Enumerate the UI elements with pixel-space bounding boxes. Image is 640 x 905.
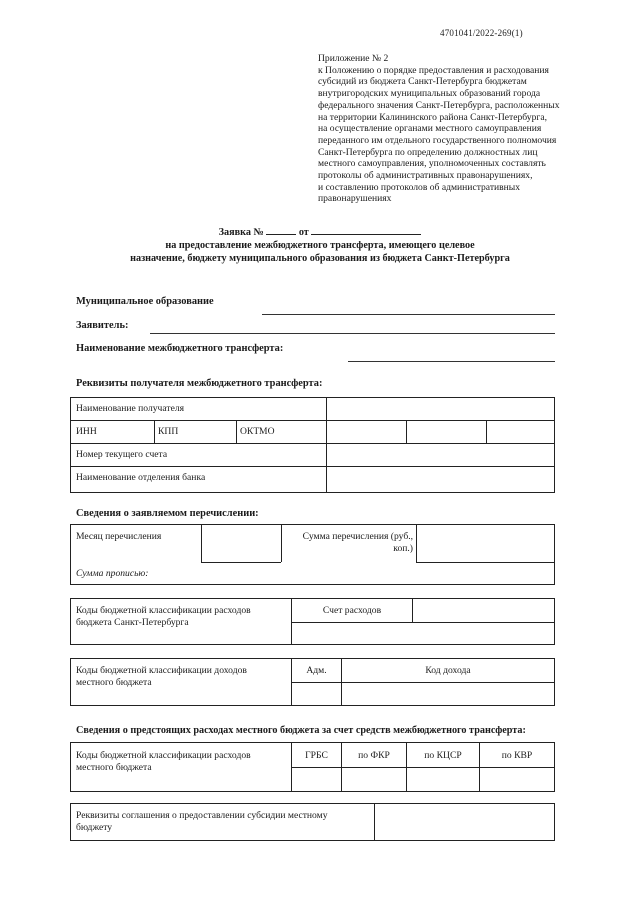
appendix-line: переданного им отдельного государственного полномочия [318,134,557,146]
appendix-line: на осуществление органами местного самоуправления [318,123,542,135]
transfer-name-label: Наименование межбюджетного трансферта: [76,343,284,354]
spb-codes-label-line-1: Коды бюджетной классификации расходов [76,605,251,616]
appendix-line: федерального значения Санкт-Петербурга, расположенных [318,99,560,111]
spb-codes-label [76,605,251,628]
bank-branch-label: Наименование отделения банка [76,472,206,483]
appendix-line: правонарушениях [318,193,392,205]
income-code-label: Код дохода [425,665,471,676]
bank-branch-field[interactable] [328,467,554,492]
amount-label-line-2: коп.) [393,542,413,554]
agreement-table [70,803,555,841]
inn-label: ИНН [76,426,97,437]
title-request-label: Заявка № [218,227,264,238]
amount-field[interactable] [417,525,554,562]
kcsr-label: по КЦСР [424,750,462,761]
municipality-field[interactable] [262,314,555,315]
expense-codes-table [70,742,555,792]
appendix-note [318,53,590,205]
kvr-label: по КВР [501,750,533,761]
account-number-label: Номер текущего счета [76,449,168,460]
month-label: Месяц перечисления [76,531,162,542]
request-date-field[interactable] [311,234,421,235]
appendix-line: местного самоуправления, уполномоченных составлять [318,158,546,170]
transfer-table [70,524,555,585]
income-codes-table [70,658,555,706]
spb-codes-label-line-2: бюджета Санкт-Петербурга [76,616,189,628]
appendix-line: на территории Калининского района Санкт-Петербурга, [318,111,547,123]
oktmo-label: ОКТМО [240,426,275,437]
expense-account-field[interactable] [413,599,554,622]
income-codes-label-line-2: местного бюджета [76,676,152,688]
request-number-field[interactable] [266,234,296,235]
adm-field[interactable] [292,683,340,705]
appendix-line: протоколы об административных правонарушениях, [318,170,533,182]
expense-section-heading: Сведения о предстоящих расходах местного бюджета за счет средств межбюджетного трансферта: [76,725,526,736]
amount-in-words-label: Сумма прописью: [76,568,149,579]
title-date-label: от [298,227,309,238]
kpp-label: КПП [158,426,179,437]
fkr-field[interactable] [342,768,405,791]
appendix-line: к Положению о порядке предоставления и расходования [318,64,549,76]
fkr-label: по ФКР [358,750,390,761]
applicant-label: Заявитель: [76,320,129,331]
grbs-field[interactable] [292,768,340,791]
title-line-3: назначение, бюджету муниципального образования из бюджета Санкт-Петербурга [130,253,510,264]
kpp-field[interactable] [408,421,485,443]
agreement-label-line-1: Реквизиты соглашения о предоставлении субсидии местному [76,810,328,821]
expense-account-label: Счет расходов [322,605,382,616]
agreement-label-line-2: бюджету [76,821,113,833]
adm-label: Адм. [306,665,327,676]
income-codes-label [76,665,247,688]
amount-label [285,531,413,554]
appendix-heading: Приложение № 2 [318,53,389,64]
transfer-name-field[interactable] [348,361,555,362]
agreement-label [76,810,328,833]
spb-codes-table [70,598,555,645]
kvr-field[interactable] [480,768,554,791]
title-line-2: на предоставление межбюджетного трансферта, имеющего целевое [165,240,475,251]
appendix-line: субсидий из бюджета Санкт-Петербурга бюджетам [318,76,527,88]
appendix-line: Санкт-Петербурга по определению должностных лиц [318,146,538,158]
municipality-label: Муниципальное образование [76,296,214,307]
income-code-field[interactable] [342,683,554,705]
spb-codes-value-field[interactable] [292,623,554,644]
kcsr-field[interactable] [407,768,478,791]
recipient-name-field[interactable] [328,398,554,420]
applicant-field[interactable] [150,333,555,334]
appendix-line: внутригородских муниципальных образований города [318,88,541,100]
document-number: 4701041/2022-269(1) [440,28,523,38]
agreement-field[interactable] [375,804,554,840]
month-field[interactable] [202,525,280,562]
expense-codes-label-line-1: Коды бюджетной классификации расходов [76,750,251,761]
income-codes-label-line-1: Коды бюджетной классификации доходов [76,665,247,676]
expense-codes-label [76,750,251,773]
grbs-label: ГРБС [305,750,328,761]
form-title [60,226,580,265]
oktmo-field[interactable] [488,421,554,443]
appendix-line: и составлению протоколов об административных [318,181,521,193]
transfer-section-heading: Сведения о заявляемом перечислении: [76,508,259,519]
recipient-section-heading: Реквизиты получателя межбюджетного трансферта: [76,378,323,389]
amount-label-line-1: Сумма перечисления (руб., [302,531,413,542]
account-number-field[interactable] [328,444,554,466]
expense-codes-label-line-2: местного бюджета [76,761,152,773]
inn-field[interactable] [328,421,405,443]
recipient-table [70,397,555,493]
recipient-name-label: Наименование получателя [76,403,185,414]
